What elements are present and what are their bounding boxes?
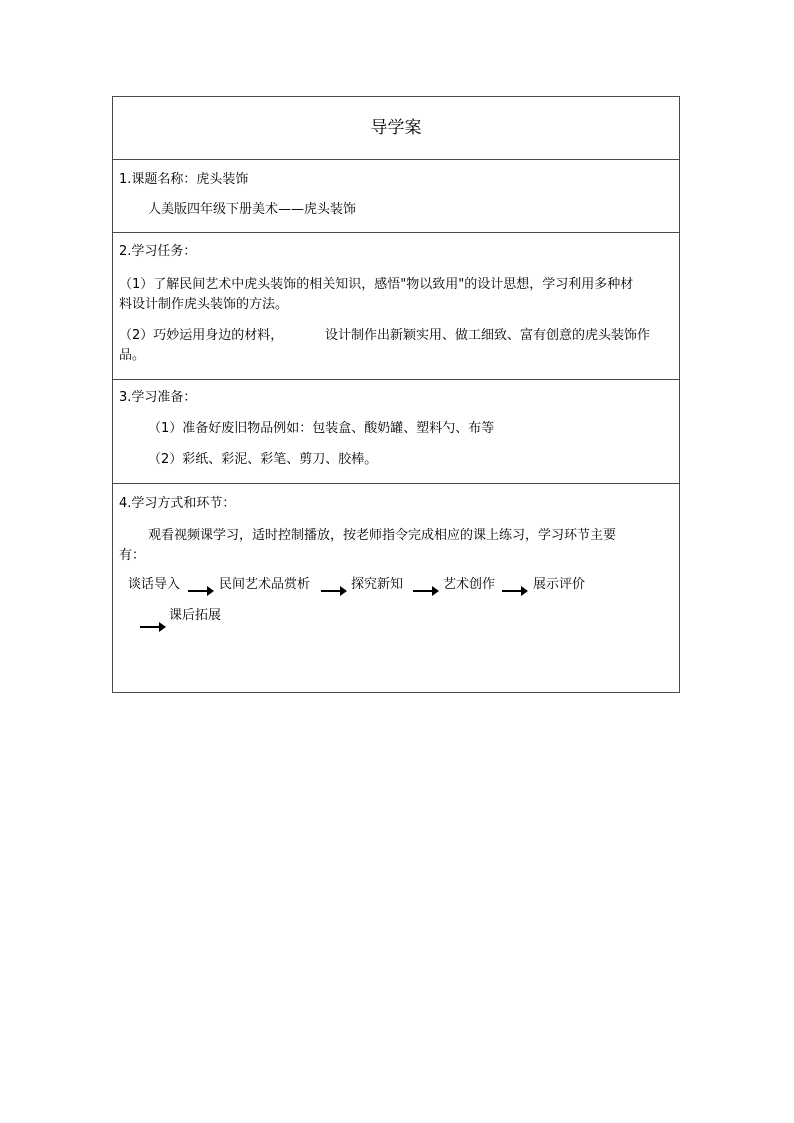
- step-4: 艺术创作: [443, 577, 496, 592]
- preparation-item-2: （2）彩纸、彩泥、彩笔、剪刀、胶棒。: [148, 452, 378, 467]
- tasks-heading: 2.学习任务：: [119, 244, 197, 259]
- task-item-2-line-2: 品。: [119, 348, 146, 363]
- step-6: 课后拓展: [169, 608, 222, 623]
- preparation-heading: 3.学习准备：: [119, 390, 197, 405]
- title-row: [113, 97, 679, 160]
- preparation-section: [113, 380, 679, 484]
- arrow-right-icon: [413, 586, 439, 596]
- task-item-1-line-1: （1）了解民间艺术中虎头装饰的相关知识，感悟"物以致用"的设计思想，学习利用多种材: [119, 277, 634, 292]
- topic-heading: 1.课题名称：虎头装饰: [119, 172, 249, 187]
- topic-content: 人美版四年级下册美术——虎头装饰: [148, 202, 357, 217]
- arrow-right-icon: [140, 622, 166, 632]
- step-1: 谈话导入: [128, 577, 181, 592]
- topic-section: [113, 160, 679, 233]
- step-5: 展示评价: [533, 577, 586, 592]
- task-item-2-part-1: （2）巧妙运用身边的材料，: [119, 328, 284, 343]
- arrow-right-icon: [502, 586, 528, 596]
- method-section: [113, 484, 679, 692]
- step-3: 探究新知: [351, 577, 404, 592]
- task-item-2-part-2: 设计制作出新颖实用、做工细致、富有创意的虎头装饰作: [325, 328, 651, 343]
- guide-table: [112, 96, 680, 693]
- method-desc-line-2: 有：: [119, 548, 146, 563]
- step-2: 民间艺术品赏析: [219, 577, 311, 592]
- task-item-1-line-2: 料设计制作虎头装饰的方法。: [119, 297, 289, 312]
- method-desc-line-1: 观看视频课学习，适时控制播放，按老师指令完成相应的课上练习，学习环节主要: [148, 528, 617, 543]
- arrow-right-icon: [188, 586, 214, 596]
- document-title: 导学案: [370, 118, 422, 138]
- preparation-item-1: （1）准备好废旧物品例如：包装盒、酸奶罐、塑料勺、布等: [148, 421, 495, 436]
- tasks-section: [113, 233, 679, 380]
- arrow-right-icon: [321, 586, 347, 596]
- method-heading: 4.学习方式和环节：: [119, 496, 236, 511]
